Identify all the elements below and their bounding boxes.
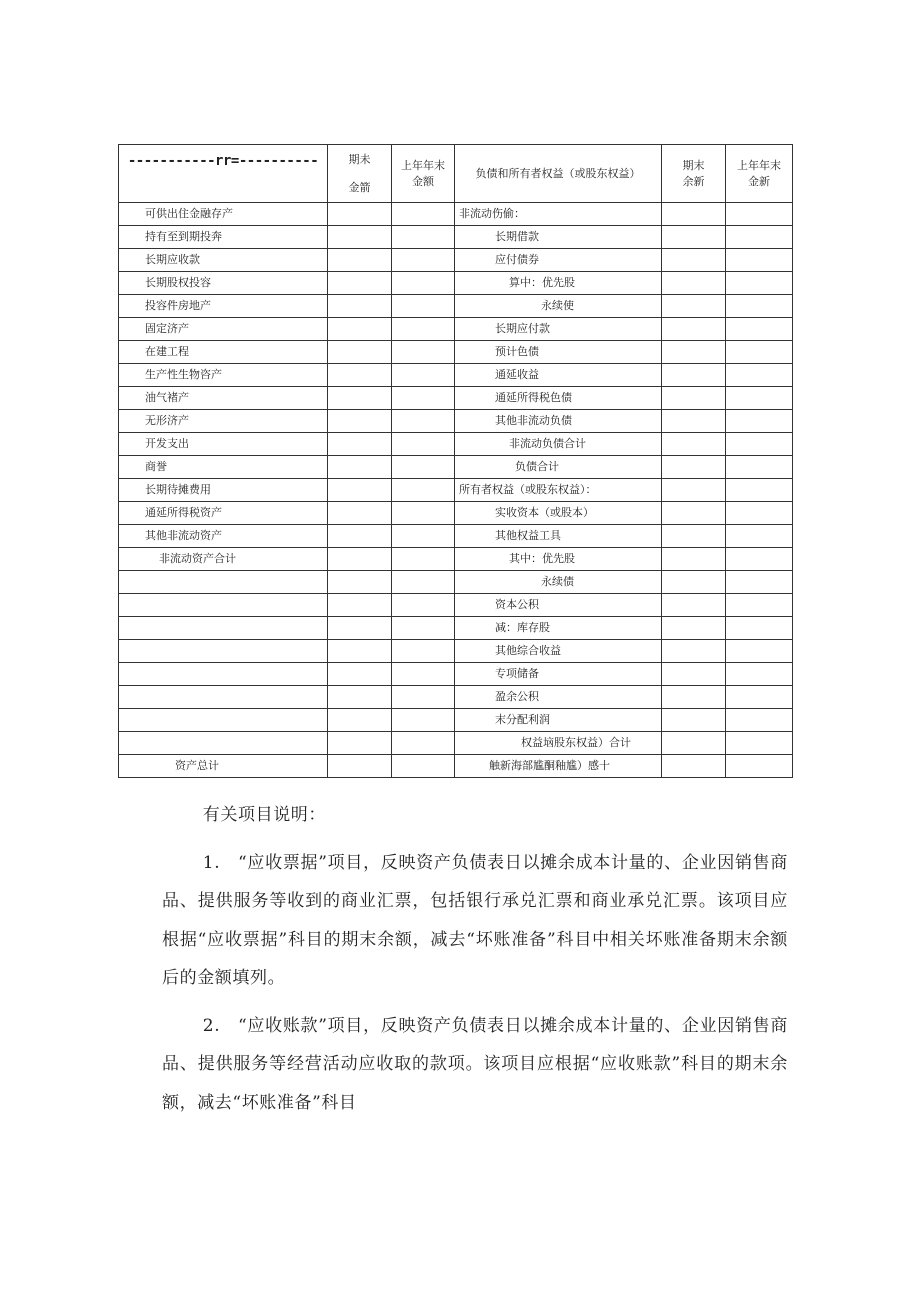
header-period-end-right: 期末 余新 — [662, 145, 726, 203]
header-liabilities-equity: 负债和所有者权益（或股东权益） — [455, 145, 662, 203]
header-prior-year: 上年年末 金额 — [392, 145, 455, 203]
note-item-1: 1. “应收票据”项目，反映资产负债表日以摊余成本计量的、企业因销售商品、提供服务等收到的商业汇票，包括银行承兑汇票和商业承兑汇票。该项目应根据“应收票据”科目的期末余额，减去“坏账准备”科目中相关坏账准备期末余额后的金额填列。 — [162, 852, 788, 988]
table-row: 商誉 负债合计 — [119, 456, 793, 479]
table-header-row — [119, 145, 793, 203]
table-row: 非流动资产合计 其中：优先股 — [119, 548, 793, 571]
table-row: 其他非流动资产 其他权益工具 — [119, 525, 793, 548]
table-row: 资本公积 — [119, 594, 793, 617]
table-row: 专项储备 — [119, 663, 793, 686]
notes-intro: 有关项目说明： — [202, 805, 326, 825]
table-row: 末分配利润 — [119, 709, 793, 732]
table-row: 可供出住金融存产 非流动伤偷： — [119, 203, 793, 226]
table-row: 长期待摊费用 所有者权益（或股东权益）： — [119, 479, 793, 502]
table-row: 开发支出 非流动负债合计 — [119, 433, 793, 456]
table-row: 生产性生物咨产 通延收益 — [119, 364, 793, 387]
header-period-end: 期未 金箭 — [328, 145, 392, 203]
table-row: 其他综合收益 — [119, 640, 793, 663]
table-row: 长期股权投容 算中：优先股 — [119, 272, 793, 295]
header-assets: -----------rr=---------- — [119, 145, 328, 203]
table-row: 资产总计 触新海部尴酮釉尴）感十 — [119, 755, 793, 778]
table-row: 油气褚产 通延所得税色债 — [119, 387, 793, 410]
table-row: 权益垴股东权益）合计 — [119, 732, 793, 755]
header-prior-year-right: 上年年末 金新 — [726, 145, 793, 203]
table-row: 长期应收款 应付债券 — [119, 249, 793, 272]
notes-section — [162, 796, 788, 1122]
table-row: 无形济产 其他非流动负债 — [119, 410, 793, 433]
table-row: 持有至到期投奔 长期借款 — [119, 226, 793, 249]
table-row: 永续债 — [119, 571, 793, 594]
table-row: 盈余公积 — [119, 686, 793, 709]
table-row: 投容件房地产 永续使 — [119, 295, 793, 318]
table-row: 固定济产 长期应付款 — [119, 318, 793, 341]
balance-sheet-table — [118, 144, 793, 778]
note-item-2: 2. “应收账款”项目，反映资产负债表日以摊余成本计量的、企业因销售商品、提供服务等经营活动应收取的款项。该项目应根据“应收账款”科目的期末余额，减去“坏账准备”科目 — [162, 1015, 788, 1113]
table-row: 通延所得税资产 实收资本（或股本） — [119, 502, 793, 525]
table-row: 减：库存股 — [119, 617, 793, 640]
table-row: 在建工程 预计色债 — [119, 341, 793, 364]
